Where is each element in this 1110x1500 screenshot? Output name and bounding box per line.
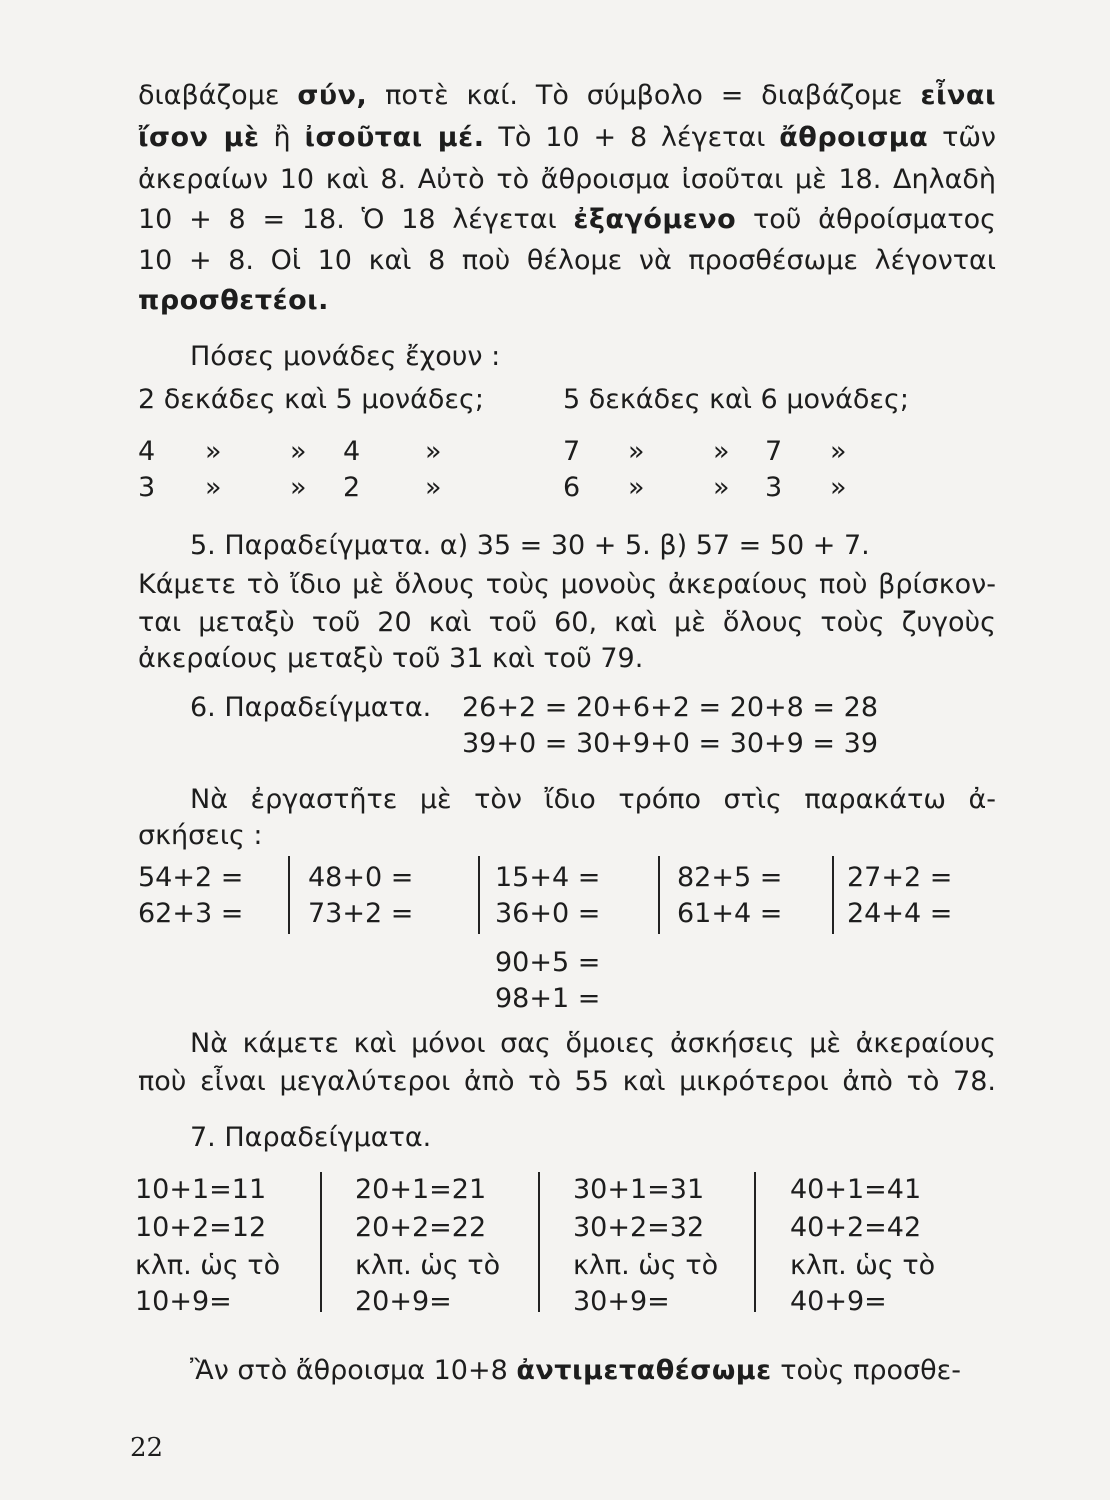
exercise-cell: 54+2 = [138,862,244,893]
bold-term-antimetathesome: ἀντιμεταθέσωμε [516,1355,772,1386]
exercise-7-label: 7. Παραδείγματα. [190,1122,432,1153]
bold-term-exagomeno: ἐξαγόμενο [573,204,737,235]
units-cell: » [830,436,847,467]
column-divider [320,1172,322,1312]
exercise-cell: 98+1 = [495,983,601,1014]
paragraph-line-5: 10 + 8. Οἱ 10 καὶ 8 ποὺ θέλομε νὰ προσθέσωμε λέγονται [138,245,996,276]
units-cell: » [713,436,730,467]
exercise-7-cell: 10+9= [135,1286,232,1317]
units-cell: » [830,472,847,503]
units-cell: » [205,472,222,503]
exercise-cell: 15+4 = [495,862,601,893]
exercise-6-paragraph-line-2: ποὺ εἶναι μεγαλύτεροι ἀπὸ τὸ 55 καὶ μικρότεροι ἀπὸ τὸ 78. [138,1066,996,1097]
exercise-5-line: ἀκεραίους μεταξὺ τοῦ 31 καὶ τοῦ 79. [138,643,644,674]
units-cell: » [628,436,645,467]
units-cell: 4 [138,436,156,467]
exercise-7-cell: 10+1=11 [135,1174,267,1205]
exercise-7-cell: 30+9= [573,1286,670,1317]
exercise-cell: 62+3 = [138,898,244,929]
bold-term-isoutai: ἰσοῦται μέ. [304,122,485,153]
column-divider [832,856,834,934]
bold-term-einai: εἶναι [920,80,996,111]
units-cell: 7 [563,436,581,467]
bold-term-prosthetoi: προσθετέοι. [138,285,329,316]
exercise-7-cell: κλπ. ὡς τὸ [355,1250,501,1281]
column-divider [478,856,480,934]
exercise-6-example-1: 26+2 = 20+6+2 = 20+8 = 28 [462,692,878,723]
units-cell: » [713,472,730,503]
units-cell: » [425,436,442,467]
exercise-7-cell: 20+9= [355,1286,452,1317]
text-segment: διαβάζομε [138,80,298,111]
units-cell: 4 [343,436,361,467]
column-divider [658,856,660,934]
exercise-cell: 73+2 = [308,898,414,929]
units-cell: » [425,472,442,503]
column-divider [754,1172,756,1312]
text-segment: τοὺς προσθε- [771,1355,961,1386]
paragraph-line-2 [138,120,996,156]
exercise-6-instruction-cont: σκήσεις : [138,820,263,851]
paragraph-line-3: ἀκεραίων 10 καὶ 8. Αὐτὸ τὸ ἄθροισμα ἰσοῦται μὲ 18. Δηλαδὴ [138,164,996,195]
column-divider [288,856,290,934]
exercise-cell: 48+0 = [308,862,414,893]
exercise-7-cell: 40+9= [790,1286,887,1317]
exercise-5-line: ται μεταξὺ τοῦ 20 καὶ τοῦ 60, καὶ μὲ ὅλους τοὺς ζυγοὺς [138,607,996,638]
units-cell: 7 [765,436,783,467]
exercise-cell: 27+2 = [847,862,953,893]
units-cell: 2 [343,472,361,503]
exercise-cell: 90+5 = [495,947,601,978]
exercise-cell: 82+5 = [677,862,783,893]
bold-term-syn: σύν, [297,80,368,111]
final-line [190,1353,961,1389]
units-cell: » [290,472,307,503]
bold-term-ison: ἴσον μὲ [138,122,260,153]
exercise-6-label: 6. Παραδείγματα. [190,692,432,723]
exercise-6-example-2: 39+0 = 30+9+0 = 30+9 = 39 [462,728,878,759]
paragraph-line-4 [138,202,996,238]
text-segment: 10 + 8 = 18. Ὁ 18 λέγεται [138,204,574,235]
exercise-7-cell: κλπ. ὡς τὸ [573,1250,719,1281]
units-cell: 3 [765,472,783,503]
units-cell: » [290,436,307,467]
units-cell: 3 [138,472,156,503]
bold-term-athroisma: ἄθροισμα [779,122,929,153]
text-segment: Τὸ 10 + 8 λέγεται [484,122,780,153]
units-cell: 6 [563,472,581,503]
exercise-5-line: Κάμετε τὸ ἴδιο μὲ ὅλους τοὺς μονοὺς ἀκεραίους ποὺ βρίσκον- [138,569,996,600]
exercise-cell: 36+0 = [495,898,601,929]
exercise-cell: 61+4 = [677,898,783,929]
exercise-7-cell: 40+1=41 [790,1174,922,1205]
exercise-7-cell: 40+2=42 [790,1212,922,1243]
text-segment: τοῦ ἀθροίσματος [736,204,996,235]
exercise-7-cell: 30+1=31 [573,1174,705,1205]
exercise-7-cell: κλπ. ὡς τὸ [790,1250,936,1281]
units-row-1-left: 2 δεκάδες καὶ 5 μονάδες; [138,384,484,415]
question-line: Πόσες μονάδες ἔχουν : [190,341,501,372]
units-cell: » [628,472,645,503]
exercise-7-cell: 10+2=12 [135,1212,267,1243]
text-segment: ποτὲ καί. Τὸ σύμβολο = διαβάζομε [367,80,921,111]
units-row-1-right: 5 δεκάδες καὶ 6 μονάδες; [563,384,909,415]
exercise-7-cell: 20+2=22 [355,1212,487,1243]
page-number: 22 [130,1433,164,1463]
exercise-6-instruction: Νὰ ἐργαστῆτε μὲ τὸν ἴδιο τρόπο στὶς παρακάτω ἀ- [190,784,996,815]
text-segment: ἢ [259,122,305,153]
paragraph-line-1 [138,78,996,114]
text-segment: τῶν [928,122,997,153]
exercise-6-paragraph-line-1: Νὰ κάμετε καὶ μόνοι σας ὅμοιες ἀσκήσεις μὲ ἀκεραίους [190,1028,996,1059]
column-divider [538,1172,540,1312]
exercise-cell: 24+4 = [847,898,953,929]
units-cell: » [205,436,222,467]
exercise-7-cell: 30+2=32 [573,1212,705,1243]
exercise-5-heading: 5. Παραδείγματα. α) 35 = 30 + 5. β) 57 = 50 + 7. [190,530,870,561]
exercise-7-cell: κλπ. ὡς τὸ [135,1250,281,1281]
text-segment: Ἂν στὸ ἄθροισμα 10+8 [190,1355,517,1386]
exercise-7-cell: 20+1=21 [355,1174,487,1205]
